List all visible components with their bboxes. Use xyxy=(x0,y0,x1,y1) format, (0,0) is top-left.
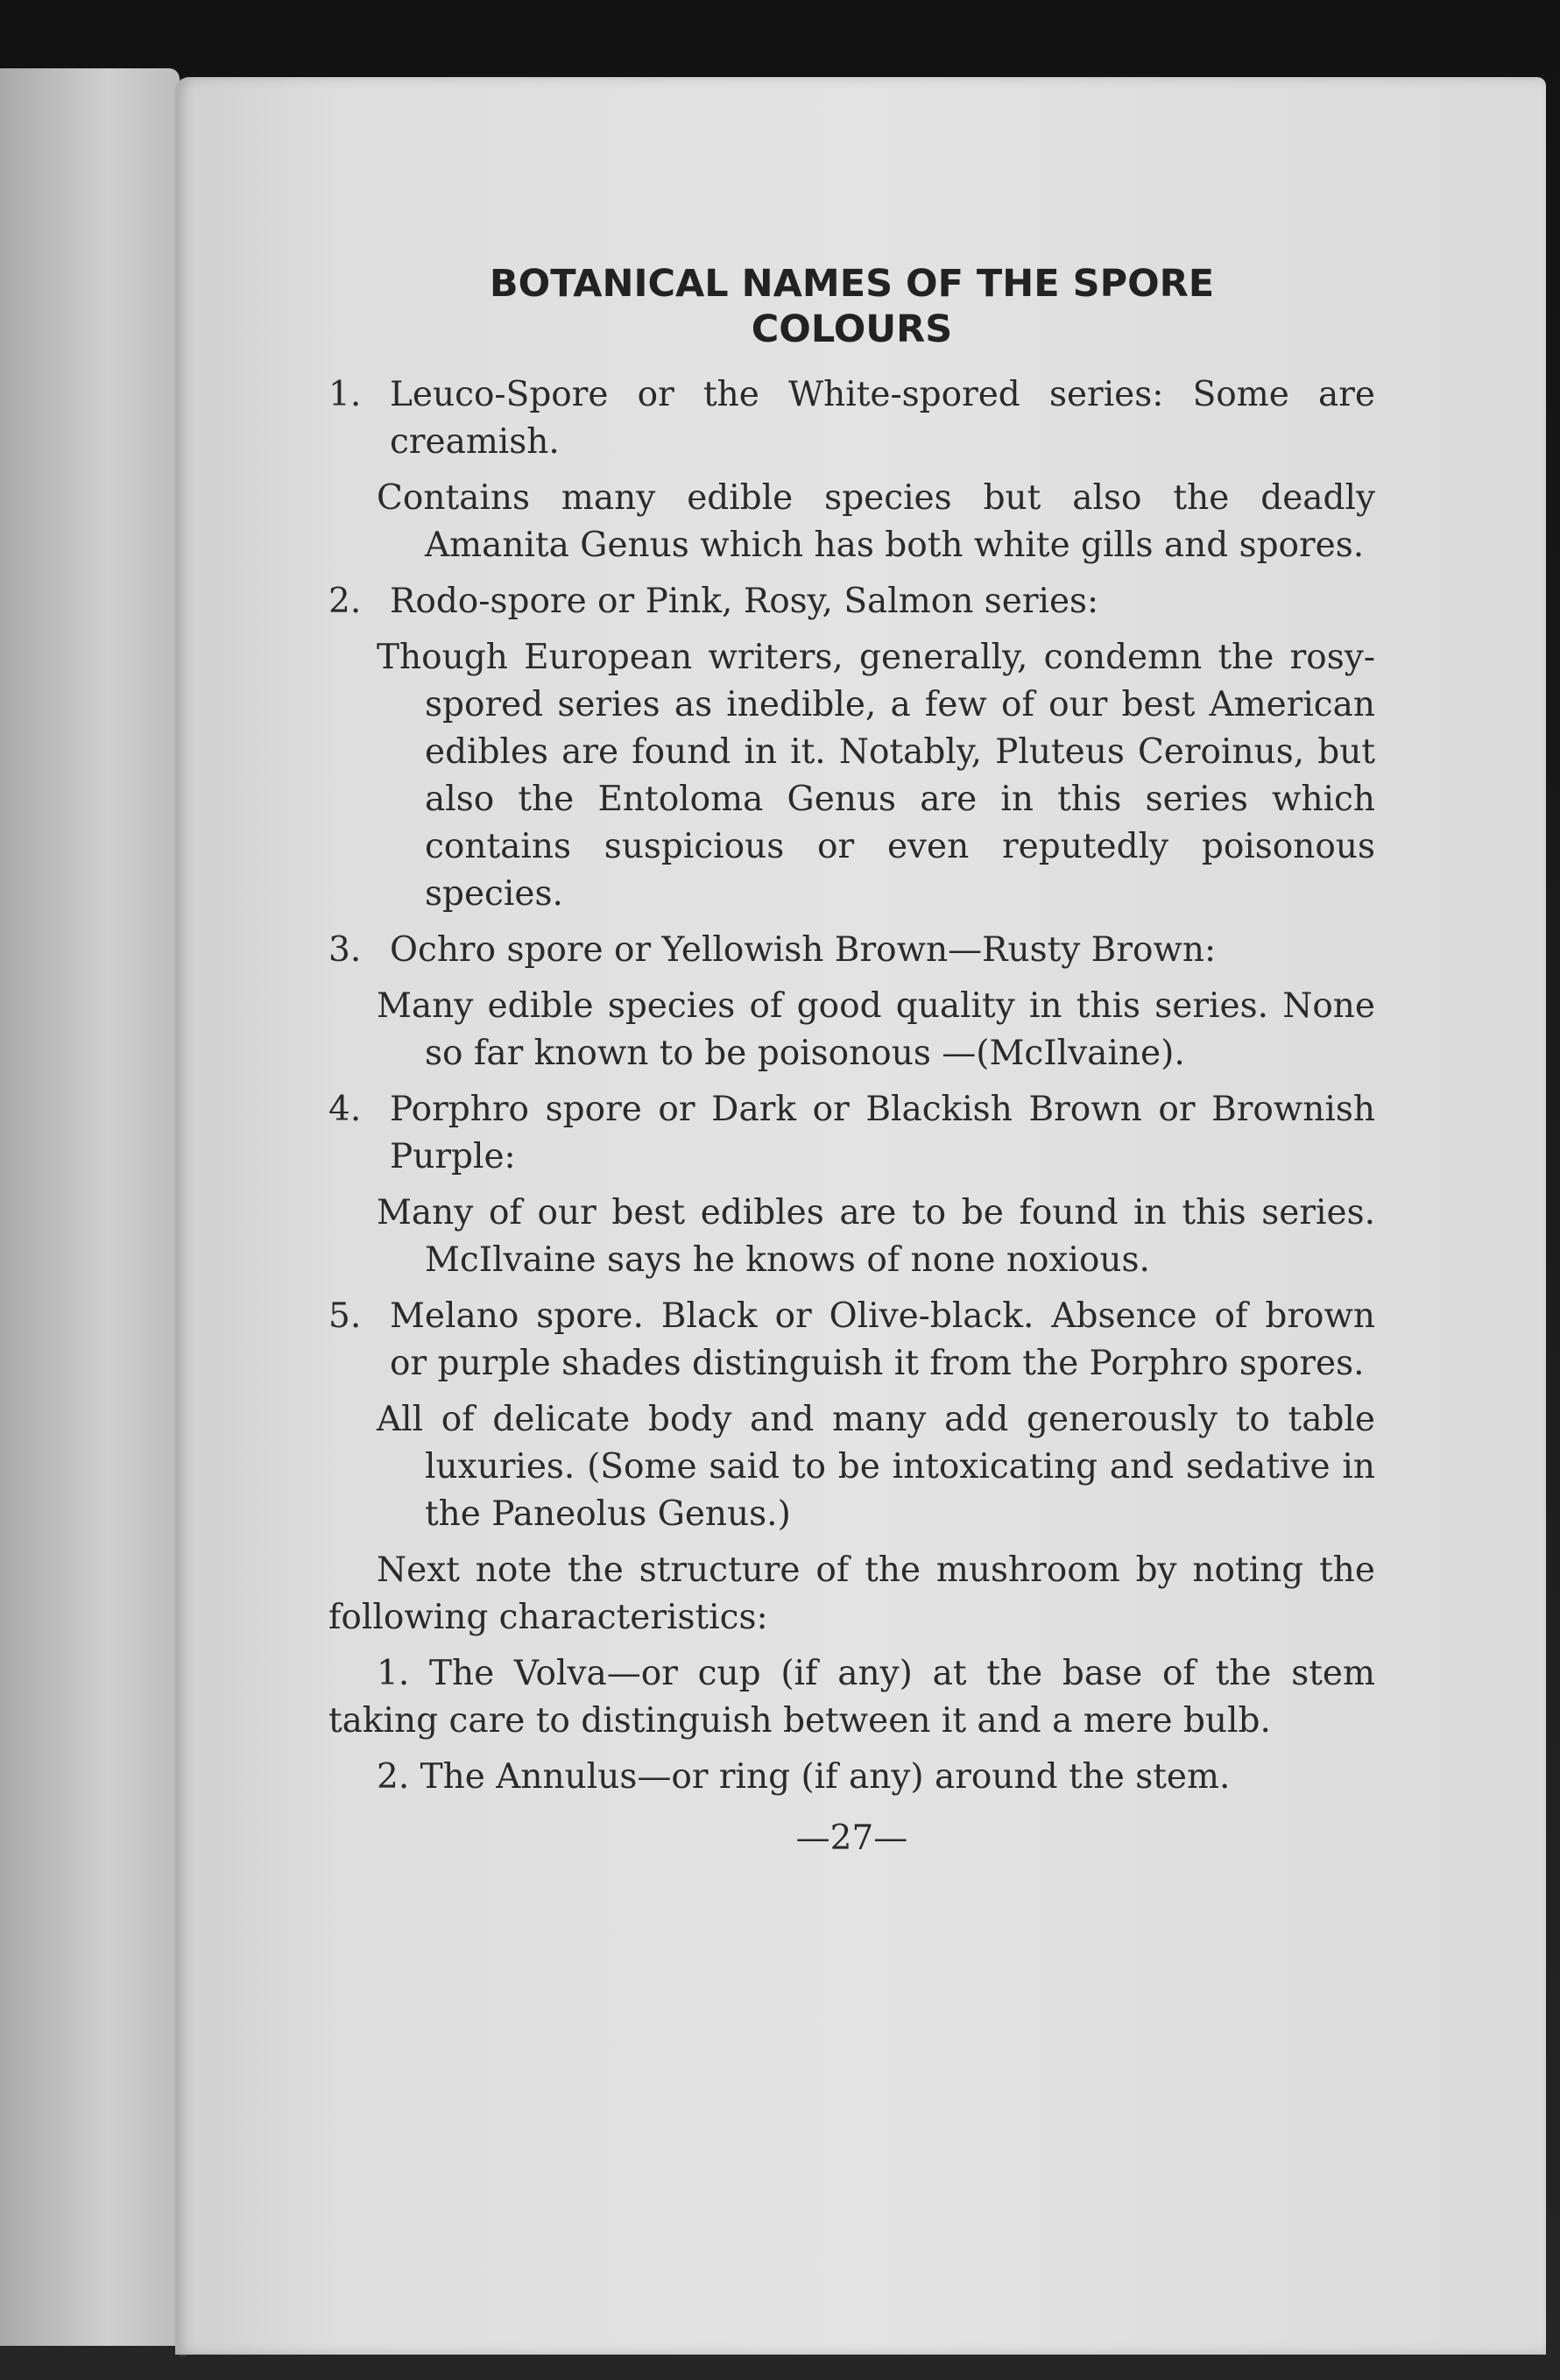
structure-item-volva: 1. The Volva—or cup (if any) at the base of the stem taking care to distinguish between it and a mere bulb. xyxy=(328,1654,1375,1741)
page-number: —27— xyxy=(795,1819,908,1858)
page-title-line-2: COLOURS xyxy=(751,307,953,351)
spore-series-description-5: All of delicate body and many add generously to table luxuries. (Some said to be intoxicating and sedative in the Paneolus Genus.) xyxy=(377,1400,1375,1534)
page-title-line-1: BOTANICAL NAMES OF THE SPORE xyxy=(489,262,1215,306)
structure-item-annulus: 2. The Annulus—or ring (if any) around the stem. xyxy=(377,1757,1231,1797)
series-number: 4. xyxy=(328,1090,362,1129)
series-number: 3. xyxy=(328,930,362,970)
book-page xyxy=(175,77,1546,2355)
spore-series-description-2: Though European writers, generally, condemn the rosy-spored series as inedible, a few of our best American edibles are found in it. Notably, Pluteus Ceroinus, but also the Entoloma Genus are in this series which contains suspicious or even reputedly poisonous species. xyxy=(377,638,1375,914)
page-content xyxy=(328,261,1375,1862)
spore-series-description-4: Many of our best edibles are to be found in this series. McIlvaine says he knows of none noxious. xyxy=(377,1193,1375,1280)
series-number: 2. xyxy=(328,582,362,621)
series-heading-text: Porphro spore or Dark or Blackish Brown or Brownish Purple: xyxy=(390,1090,1375,1176)
spore-series-description-3: Many edible species of good quality in this series. None so far known to be poisonous —(McIlvaine). xyxy=(377,986,1375,1073)
spore-series-heading-4 xyxy=(328,1086,1375,1181)
left-page-edge xyxy=(0,68,180,2346)
series-heading-text: Leuco-Spore or the White-spored series: Some are creamish. xyxy=(390,375,1375,462)
spore-series-heading-1 xyxy=(328,371,1375,466)
series-heading-text: Rodo-spore or Pink, Rosy, Salmon series: xyxy=(390,582,1099,621)
structure-intro: Next note the structure of the mushroom by noting the following characteristics: xyxy=(328,1550,1375,1637)
spore-series-heading-3 xyxy=(328,927,1375,974)
spore-series-heading-2 xyxy=(328,578,1375,625)
spore-series-heading-5 xyxy=(328,1293,1375,1388)
series-heading-text: Melano spore. Black or Olive-black. Absence of brown or purple shades distinguish it from the Porphro spores. xyxy=(390,1296,1375,1383)
spore-series-description-1: Contains many edible species but also the deadly Amanita Genus which has both white gills and spores. xyxy=(377,478,1375,565)
page-title xyxy=(328,261,1375,352)
series-number: 1. xyxy=(328,375,362,414)
series-heading-text: Ochro spore or Yellowish Brown—Rusty Brown: xyxy=(390,930,1217,970)
series-number: 5. xyxy=(328,1296,362,1336)
